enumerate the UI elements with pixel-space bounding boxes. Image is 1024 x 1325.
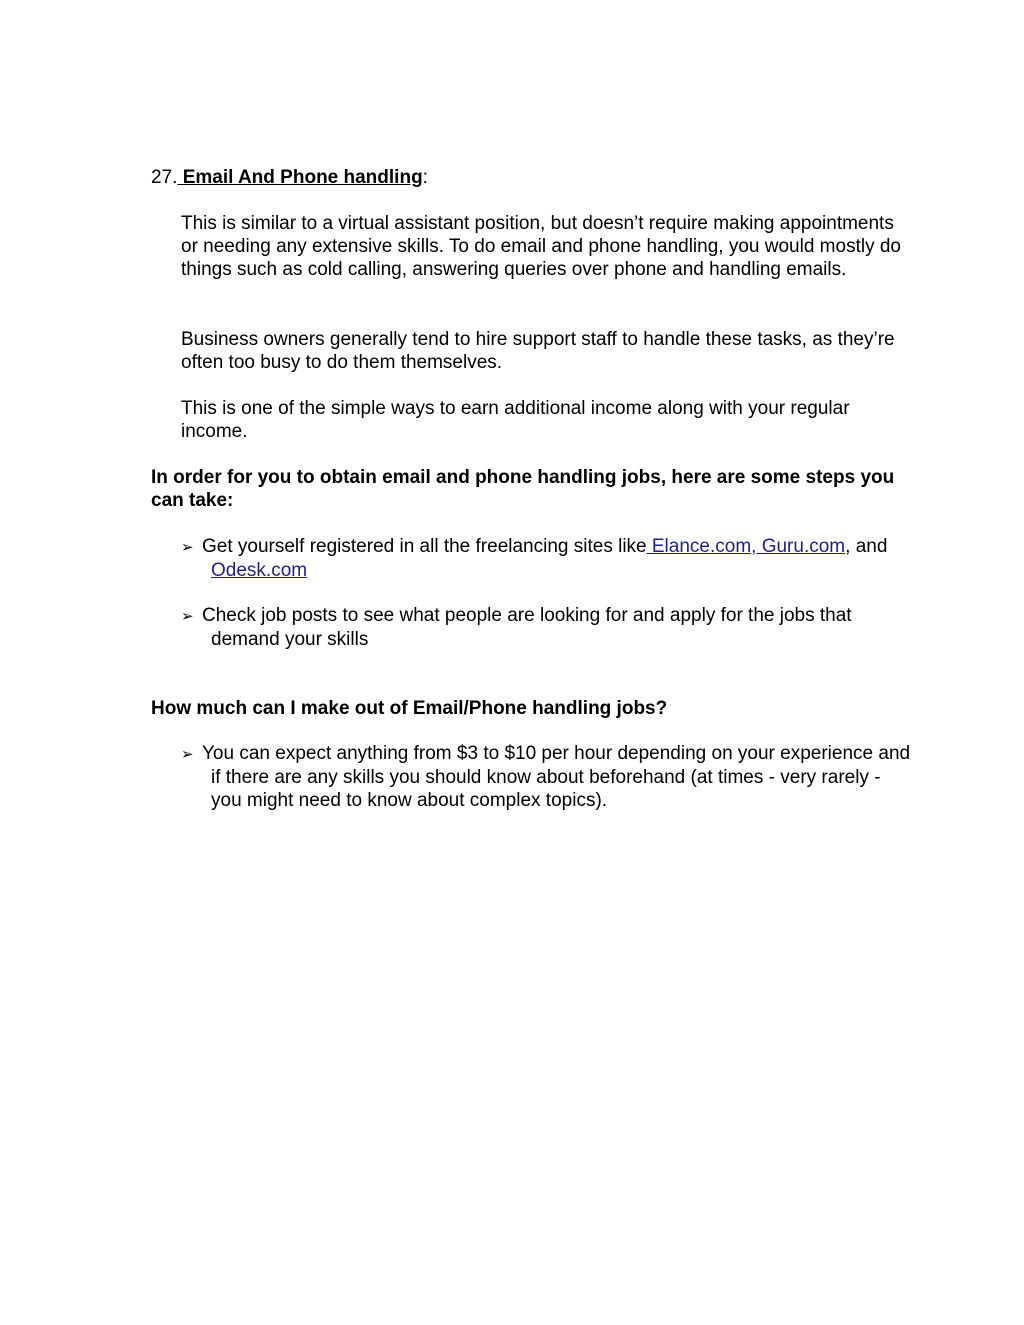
intro-paragraph: This is similar to a virtual assistant position, but doesn’t require making appointments or needing any extensive skills. To do email and phone handling, you would mostly do things such as cold calling, answering queries over phone and handling emails. — [181, 213, 901, 280]
arrow-bullet-icon: ➢ — [181, 539, 194, 556]
register-text: Get yourself registered in all the freelancing sites like — [202, 536, 647, 557]
section-title: Email And Phone handling — [177, 167, 423, 188]
section-colon: : — [422, 167, 428, 188]
list-item-register — [181, 535, 911, 582]
link-separator: , — [751, 536, 757, 557]
earnings-text: You can expect anything from $3 to $10 per hour depending on your experience and if there are any skills you should know about beforehand (at times - very rarely - you might need to know about complex topics). — [202, 743, 911, 811]
and-text: , and — [845, 536, 888, 557]
arrow-bullet-icon: ➢ — [181, 746, 194, 763]
arrow-bullet-icon: ➢ — [181, 608, 194, 625]
section-number: 27. — [151, 167, 178, 188]
support-staff-paragraph: Business owners generally tend to hire support staff to handle these tasks, as they’re often too busy to do them themselves. — [181, 329, 895, 373]
guru-link[interactable]: Guru.com — [756, 536, 846, 557]
list-item-earnings — [181, 742, 911, 812]
additional-income-paragraph: This is one of the simple ways to earn additional income along with your regular income. — [181, 398, 850, 442]
odesk-link[interactable]: Odesk.com — [211, 560, 308, 581]
steps-heading: In order for you to obtain email and phone handling jobs, here are some steps you can take: — [151, 467, 895, 511]
earnings-heading: How much can I make out of Email/Phone handling jobs? — [151, 698, 668, 719]
section-heading — [151, 166, 428, 190]
check-posts-text: Check job posts to see what people are looking for and apply for the jobs that demand your skills — [202, 605, 852, 650]
list-item-check-posts — [181, 604, 911, 651]
elance-link[interactable]: Elance.com — [646, 536, 752, 557]
